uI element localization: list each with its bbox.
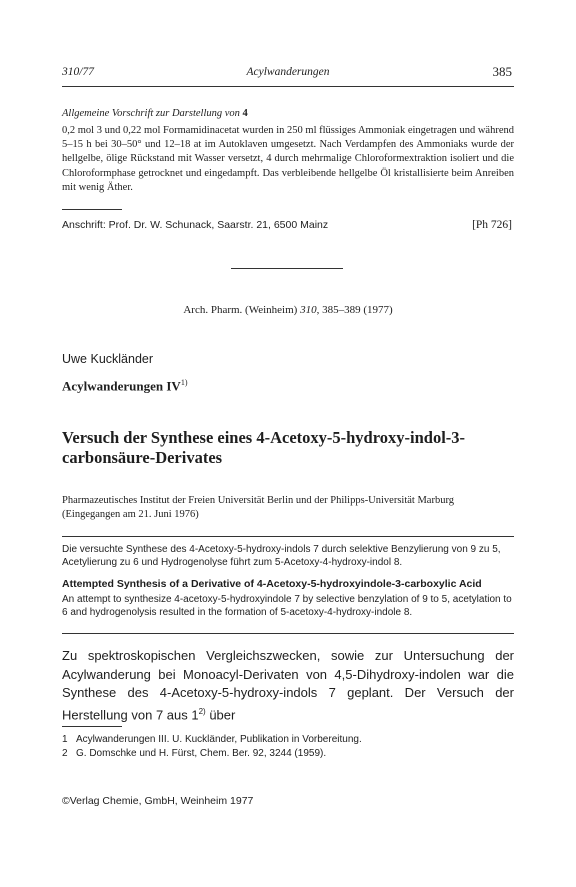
article-author: Uwe Kuckländer [62,352,154,366]
footnote [62,734,362,745]
institution-name: Pharmazeutisches Institut der Freien Universität Berlin und der Philipps-Universität Marburg [62,495,455,506]
received-date: (Eingegangen am 21. Juni 1976) [62,508,199,520]
abstract-top-rule [62,536,514,537]
address-divider [62,209,122,210]
author-address: Anschrift: Prof. Dr. W. Schunack, Saarstr. 21, 6500 Mainz [62,219,329,231]
abstract-english-title: Attempted Synthesis of a Derivative of 4-Acetoxy-5-hydroxyindole-3-carboxylic Acid [62,578,482,590]
abstract-german: Die versuchte Synthese des 4-Acetoxy-5-hydroxy-indols 7 durch selektive Benzylierung von 9 zu 5, Acetylierung zu 6 und Hydrogenolyse führt zum 5-Acetoxy-4-hydroxy-indol 8. [62,544,501,568]
article-institution [62,494,522,521]
running-header-title: Acylwanderungen [246,66,330,78]
abstract-bottom-rule [62,633,514,634]
footnote-text: G. Domschke und H. Fürst, Chem. Ber. 92, 3244 (1959). [76,748,327,759]
manuscript-reference: [Ph 726] [472,219,512,231]
header-divider [62,86,514,87]
footnote-number: 1 [62,734,68,745]
journal-volume: 310 [300,304,317,316]
article-separator [231,268,343,269]
article-series: Acylwanderungen IV$^{1)}$ [62,378,188,394]
running-header-volume: 310/77 [62,66,94,78]
series-footnote-ref: 1) [180,378,188,387]
body-paragraph: Zu spektroskopischen Vergleichszwecken, sowie zur Untersuchung der Acylwanderung bei Monoacyl-Derivaten von 4,5-Dihydroxy-indolen war die Synthese des 4-Acetoxy-5-hydroxy-indols 7 geplant. Der Versuch der Herstellung von 7 aus 1$^{2)}$ über [62,648,514,722]
procedure-compound-number: 4 [242,108,248,119]
footnote-number: 2 [62,748,68,759]
article-title: Versuch der Synthese eines 4-Acetoxy-5-hydroxy-indol-3-carbonsäure-Derivates [62,428,466,467]
footnote [62,748,326,759]
footnote-text: Acylwanderungen III. U. Kuckländer, Publikation in Vorbereitung. [76,734,362,745]
body-footnote-ref: 2) [198,706,206,716]
page-number: 385 [492,64,512,79]
copyright-notice: ©Verlag Chemie, GmbH, Weinheim 1977 [62,795,254,807]
abstract-english: An attempt to synthesize 4-acetoxy-5-hydroxyindole 7 by selective benzylation of 9 to 5, acetylation to 6 and hydrogenolysis resulted in the formation of 5-acetoxy-4-hydroxy-indole 8. [62,594,512,618]
journal-citation: Arch. Pharm. (Weinheim) 310, 385–389 (1977) [183,304,393,316]
procedure-text: 0,2 mol 3 und 0,22 mol Formamidinacetat wurden in 250 ml flüssiges Ammoniak eingetragen und während 5–15 h bei 30–50° und 12–18 at im Autoklaven umgesetzt. Nach Verdampfen des Ammoniaks wurde der hellgelbe, ölige Rückstand mit Wasser versetzt, 4 durch mehrmalige Chloroformextraktion isoliert und die Chloroformphase getrocknet und eingedampft. Das verbleibende hellgelbe Öl kristallisierte beim Anreiben mit wenig Äther. [62,125,514,193]
footnote-divider [62,726,122,727]
procedure-heading: Allgemeine Vorschrift zur Darstellung von 4 [62,108,248,119]
